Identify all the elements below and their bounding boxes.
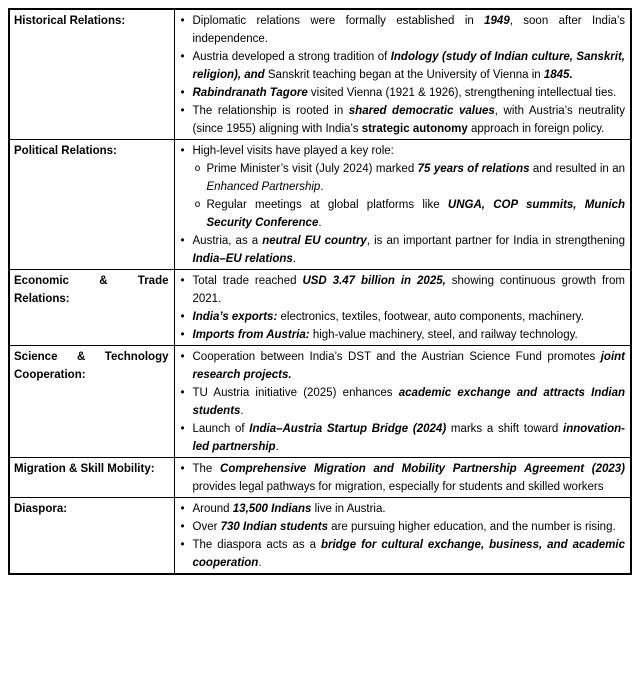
item-text bbox=[193, 463, 626, 493]
row-label-cell bbox=[9, 458, 174, 498]
text-run: Rabindranath Tagore bbox=[192, 87, 308, 99]
text-run: visited Vienna (1921 & 1926), strengthening intellectual ties. bbox=[307, 87, 617, 99]
item-text bbox=[193, 235, 625, 265]
bullet-item bbox=[175, 326, 626, 344]
bullet-item bbox=[175, 102, 626, 138]
text-run: Over bbox=[192, 521, 221, 533]
relations-table bbox=[8, 8, 632, 575]
text-run: . bbox=[275, 441, 279, 453]
row-content-cell bbox=[174, 498, 631, 575]
text-run: . bbox=[258, 557, 262, 569]
bullet-item bbox=[175, 84, 626, 102]
text-run: The relationship is rooted in bbox=[192, 105, 349, 117]
text-run: India–EU relations bbox=[192, 253, 293, 265]
text-run: Total trade reached bbox=[192, 275, 303, 287]
row-content-cell bbox=[174, 346, 631, 458]
bullet-item bbox=[175, 460, 626, 496]
bullet-icon: • bbox=[180, 329, 185, 341]
text-run: joint research projects. bbox=[192, 351, 625, 381]
sub-bullet-item bbox=[175, 196, 626, 232]
item-text bbox=[193, 145, 394, 157]
text-run: approach in foreign policy. bbox=[467, 123, 605, 135]
text-run: electronics, textiles, footwear, auto components, machinery. bbox=[277, 311, 584, 323]
text-run: are pursuing higher education, and the number is rising. bbox=[327, 521, 616, 533]
row-label-cell bbox=[9, 140, 174, 270]
row-label: Political Relations: bbox=[14, 145, 117, 157]
bullet-icon: • bbox=[180, 387, 185, 399]
text-run: India–Austria Startup Bridge (2024) bbox=[249, 423, 447, 435]
text-run: 1949 bbox=[484, 15, 510, 27]
item-text bbox=[193, 387, 626, 417]
text-run: Cooperation between India’s DST and the Austrian Science Fund promotes bbox=[192, 351, 601, 363]
table-row bbox=[9, 346, 631, 458]
bullet-icon: • bbox=[180, 235, 185, 247]
bullet-icon: • bbox=[180, 351, 185, 363]
text-run: , soon after India’s independence. bbox=[192, 15, 625, 45]
text-run: Sanskrit teaching began at the University of Vienna in bbox=[267, 69, 544, 81]
text-run: Around bbox=[192, 503, 233, 515]
text-run: showing continuous growth from 2021. bbox=[192, 275, 625, 305]
row-label: Migration & Skill Mobility: bbox=[14, 463, 155, 475]
item-text bbox=[193, 539, 626, 569]
text-run: High-level visits have played a key role: bbox=[192, 145, 394, 157]
bullet-item bbox=[175, 48, 626, 84]
bullet-item bbox=[175, 384, 626, 420]
text-run: . bbox=[320, 181, 324, 193]
text-run: Imports from Austria: bbox=[192, 329, 310, 341]
row-label-cell bbox=[9, 9, 174, 140]
item-text bbox=[207, 199, 626, 229]
bullet-item bbox=[175, 518, 626, 536]
text-run: Indology (study of Indian culture, Sanskrit, religion), and bbox=[192, 51, 625, 81]
table-row bbox=[9, 458, 631, 498]
text-run: , is an important partner for India in strengthening bbox=[366, 235, 625, 247]
row-label-cell bbox=[9, 270, 174, 346]
text-run: . bbox=[318, 217, 322, 229]
row-content-cell bbox=[174, 140, 631, 270]
bullet-icon: • bbox=[180, 539, 185, 551]
row-content-cell bbox=[174, 458, 631, 498]
row-content-cell bbox=[174, 9, 631, 140]
text-run: . bbox=[292, 253, 297, 265]
text-run: neutral EU country bbox=[262, 235, 367, 247]
text-run: Launch of bbox=[192, 423, 250, 435]
bullet-icon: • bbox=[180, 503, 185, 515]
row-label-cell bbox=[9, 498, 174, 575]
bullet-item bbox=[175, 348, 626, 384]
row-content-cell bbox=[174, 270, 631, 346]
text-run: marks a shift toward bbox=[446, 423, 564, 435]
text-run: Comprehensive Migration and Mobility Partnership Agreement (2023) bbox=[220, 463, 625, 475]
text-run: , with Austria’s neutrality (since 1955) aligning with India’s bbox=[192, 105, 625, 135]
text-run: 75 years of relations bbox=[417, 163, 530, 175]
text-run: Prime Minister’s visit (July 2024) marked bbox=[206, 163, 418, 175]
item-text bbox=[193, 105, 626, 135]
text-run: Regular meetings at global platforms like bbox=[206, 199, 448, 211]
item-text bbox=[193, 351, 626, 381]
item-text bbox=[193, 51, 626, 81]
text-run: strategic autonomy bbox=[361, 123, 468, 135]
sub-bullet-item bbox=[175, 160, 626, 196]
text-run: live in Austria. bbox=[311, 503, 386, 515]
text-run: USD 3.47 billion in 2025, bbox=[302, 275, 446, 287]
bullet-icon: • bbox=[180, 105, 185, 117]
bullet-icon: • bbox=[180, 521, 185, 533]
bullet-icon: • bbox=[180, 275, 185, 287]
bullet-icon: • bbox=[180, 145, 185, 157]
item-text bbox=[193, 311, 584, 323]
bullet-icon: • bbox=[180, 463, 185, 475]
circle-bullet-icon: o bbox=[194, 199, 201, 210]
text-run: 13,500 Indians bbox=[232, 503, 312, 515]
bullet-icon: • bbox=[180, 15, 185, 27]
text-run: The bbox=[192, 463, 221, 475]
bullet-icon: • bbox=[180, 311, 185, 323]
row-label-cell bbox=[9, 346, 174, 458]
bullet-item bbox=[175, 536, 626, 572]
item-text bbox=[193, 329, 578, 341]
text-run: 730 Indian students bbox=[220, 521, 328, 533]
item-text bbox=[193, 275, 626, 305]
text-run: . bbox=[240, 405, 244, 417]
row-label: Science & Technology Cooperation: bbox=[14, 351, 169, 381]
bullet-icon: • bbox=[180, 423, 185, 435]
text-run: India’s exports: bbox=[192, 311, 278, 323]
text-run: innovation-led partnership bbox=[192, 423, 625, 453]
table-row bbox=[9, 9, 631, 140]
item-text bbox=[193, 503, 386, 515]
text-run: Austria, as a bbox=[192, 235, 263, 247]
bullet-item bbox=[175, 420, 626, 456]
table-row bbox=[9, 270, 631, 346]
row-label: Historical Relations: bbox=[14, 15, 126, 27]
bullet-item bbox=[175, 142, 626, 160]
text-run: provides legal pathways for migration, especially for students and skilled workers bbox=[192, 481, 604, 493]
row-label: Economic & Trade Relations: bbox=[14, 275, 169, 305]
text-run: UNGA, COP summits, Munich Security Conference bbox=[206, 199, 626, 229]
text-run: TU Austria initiative (2025) enhances bbox=[192, 387, 399, 399]
text-run: and resulted in an bbox=[529, 163, 625, 175]
row-label: Diaspora: bbox=[14, 503, 68, 515]
item-text bbox=[193, 15, 626, 45]
text-run: The diaspora acts as a bbox=[192, 539, 321, 551]
table-row bbox=[9, 140, 631, 270]
bullet-item bbox=[175, 308, 626, 326]
bullet-icon: • bbox=[180, 51, 185, 63]
text-run: high-value machinery, steel, and railway technology. bbox=[309, 329, 578, 341]
text-run: Austria developed a strong tradition of bbox=[192, 51, 391, 63]
item-text bbox=[193, 87, 617, 99]
text-run: shared democratic values bbox=[348, 105, 495, 117]
text-run: bridge for cultural exchange, business, and academic cooperation bbox=[192, 539, 625, 569]
bullet-item bbox=[175, 500, 626, 518]
bullet-icon: • bbox=[180, 87, 185, 99]
item-text bbox=[193, 521, 616, 533]
bullet-item bbox=[175, 232, 626, 268]
text-run: Diplomatic relations were formally established in bbox=[192, 15, 485, 27]
bullet-item bbox=[175, 12, 626, 48]
table-row bbox=[9, 498, 631, 575]
bullet-item bbox=[175, 272, 626, 308]
table-body bbox=[9, 9, 631, 574]
item-text bbox=[193, 423, 626, 453]
item-text bbox=[207, 163, 626, 193]
circle-bullet-icon: o bbox=[194, 163, 201, 174]
text-run: Enhanced Partnership bbox=[206, 181, 321, 193]
text-run: 1845. bbox=[543, 69, 573, 81]
text-run: academic exchange and attracts Indian students bbox=[192, 387, 625, 417]
